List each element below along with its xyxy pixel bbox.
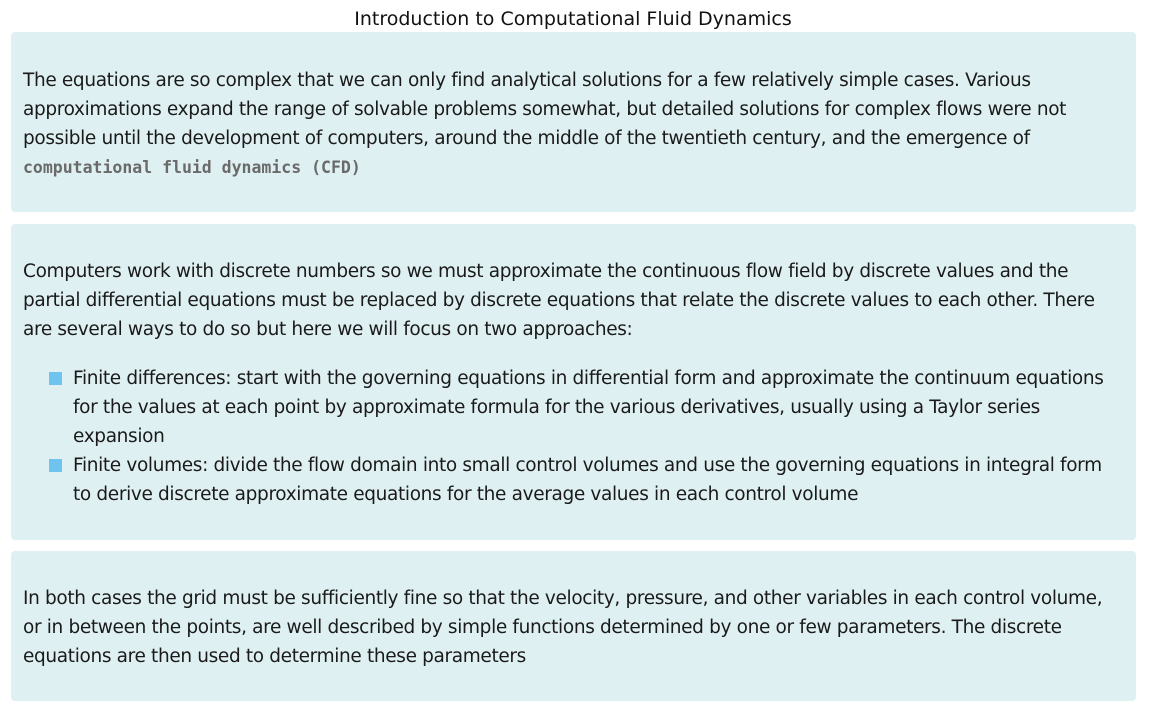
paragraph-complexity: [23, 66, 1124, 182]
list-item-text: Finite volumes: divide the flow domain into small control volumes and use the governing equations in integral form to derive discrete approximate equations for the average values in each control volume: [73, 455, 1102, 505]
text-card-cfd-intro: [11, 32, 1136, 212]
page-title: Introduction to Computational Fluid Dynamics: [354, 8, 792, 30]
code-term-cfd: computational fluid dynamics (CFD): [23, 158, 361, 177]
square-bullet-icon: [49, 459, 62, 472]
paragraph-grid: In both cases the grid must be sufficiently fine so that the velocity, pressure, and other variables in each control volume, or in between the points, are well described by simple functions determined by one or few parameters. The discrete equations are then used to determine these parameters: [23, 588, 1103, 667]
list-item-finite-differences: [49, 364, 1122, 451]
paragraph-text: The equations are so complex that we can only find analytical solutions for a few relatively simple cases. Various approximations expand the range of solvable problems somewhat, but detailed solutions for complex flows were not possible until the development of computers, around the middle of the twentieth century, and the emergence of: [23, 70, 1067, 149]
paragraph-discrete-numbers: Computers work with discrete numbers so we must approximate the continuous flow field by discrete values and the partial differential equations must be replaced by discrete equations that relate the discrete values to each other. There are several ways to do so but here we will focus on two approaches:: [23, 261, 1095, 340]
list-item-finite-volumes: [49, 451, 1122, 509]
text-card-discretization: [11, 224, 1136, 540]
square-bullet-icon: [49, 372, 62, 385]
list-item-text: Finite differences: start with the governing equations in differential form and approximate the continuum equations for the values at each point by approximate formula for the various derivatives, usually using a Taylor series expansion: [73, 368, 1104, 447]
approach-list: [49, 364, 1122, 509]
text-card-grid-resolution: [11, 551, 1136, 701]
